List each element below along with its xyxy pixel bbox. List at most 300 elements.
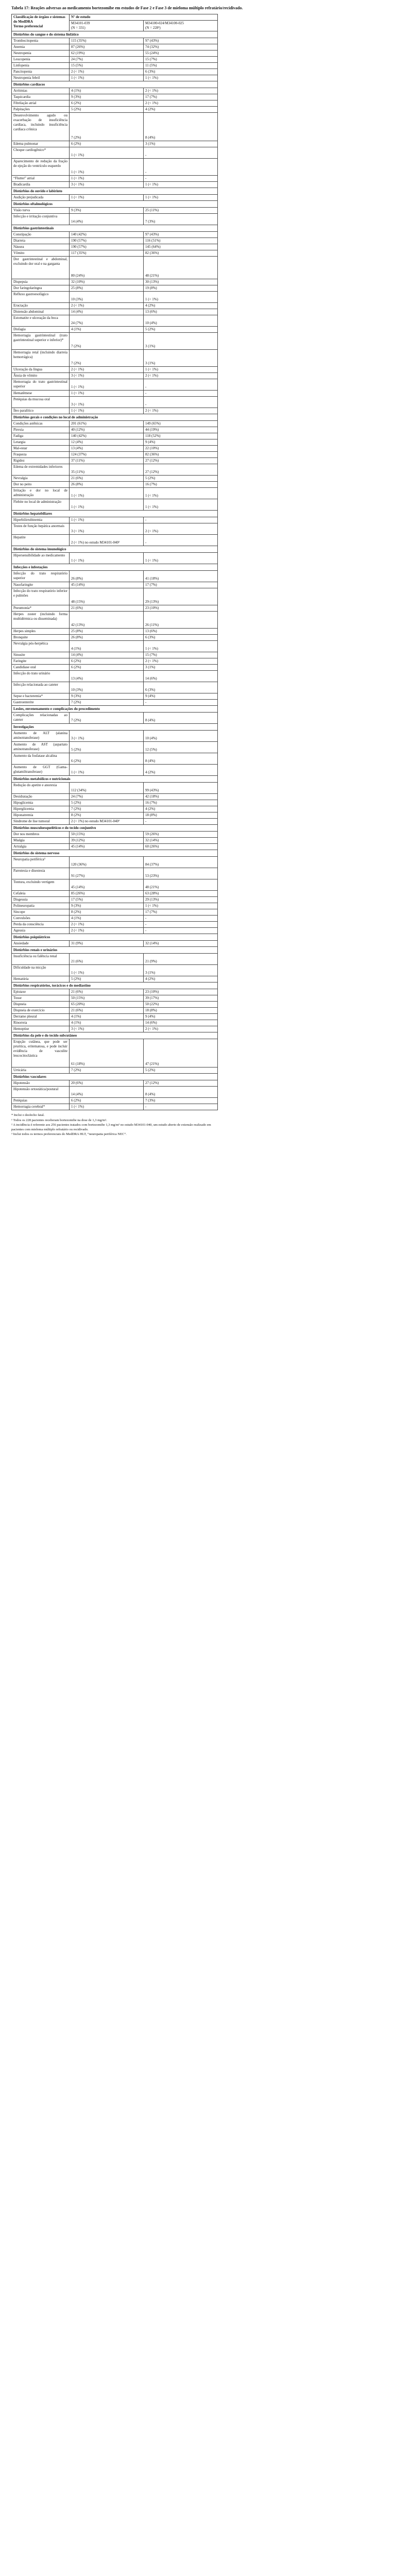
table-row — [12, 113, 218, 141]
table-row — [12, 832, 218, 838]
study-024-025-value: 16 (7%) — [144, 482, 218, 488]
study-039-value: 6 (2%) — [70, 658, 144, 665]
table-row — [12, 100, 218, 107]
table-row — [12, 232, 218, 238]
study-039-value: 7 (2%) — [70, 1067, 144, 1074]
study-024-025-value: 4 (2%) — [144, 765, 218, 776]
table-row — [12, 812, 218, 819]
study-039-value: 1 (< 1%) — [70, 379, 144, 391]
study-039-value: 13 (4%) — [70, 671, 144, 682]
study-039-value: 45 (14%) — [70, 844, 144, 850]
term-cell: Diarreia — [12, 238, 70, 244]
study-039-value: 120 (36%) — [70, 857, 144, 868]
term-cell: Disfagia — [12, 327, 70, 333]
section-heading: Distúrbios do sangue e do sistema linfático — [12, 31, 218, 38]
study-024-025-value: - — [144, 147, 218, 159]
table-row — [12, 482, 218, 488]
term-cell: Hemorragia do trato gastrintestinal superior — [12, 379, 70, 391]
term-cell: Dispneia de exercício — [12, 1008, 70, 1014]
study-024-025-value: 4 (2%) — [144, 107, 218, 113]
term-cell: Vômito — [12, 250, 70, 257]
study-039-value: 42 (13%) — [70, 612, 144, 629]
study-039-value: 3 (< 1%) — [70, 373, 144, 379]
study-039-value: 1 (< 1%) — [70, 159, 144, 176]
study-039-value: 12 (4%) — [70, 439, 144, 446]
study-024-025-value: - — [144, 517, 218, 523]
study-024-025-value: 99 (43%) — [144, 783, 218, 794]
study-024-025-value: 9 (4%) — [144, 439, 218, 446]
table-row — [12, 641, 218, 652]
study-039-value: 1 (< 1%) — [70, 517, 144, 523]
term-cell: Disgeusia — [12, 897, 70, 903]
table-row — [12, 488, 218, 499]
study-039-value: 21 (6%) — [70, 989, 144, 995]
table-row — [12, 765, 218, 776]
table-row — [12, 1080, 218, 1087]
study-039-value: 1 (< 1%) — [70, 147, 144, 159]
table-row — [12, 350, 218, 367]
study-039-value: 7 (2%) — [70, 713, 144, 724]
table-row — [12, 499, 218, 511]
term-cell: Síncope — [12, 909, 70, 916]
study-024-025-value: 15 (7%) — [144, 652, 218, 658]
study-039-value: 1 (< 1%) — [70, 765, 144, 776]
study-039-value: 115 (35%) — [70, 38, 144, 44]
study-039-value: 31 (9%) — [70, 941, 144, 947]
study-024-025-value: 41 (18%) — [144, 571, 218, 582]
term-cell: Pancitopenia — [12, 69, 70, 75]
table-row — [12, 1098, 218, 1104]
study-024-025-value: 1 (< 1%) — [144, 499, 218, 511]
study-024-025-value: 2 (< 1%) — [144, 1026, 218, 1032]
table-row — [12, 635, 218, 641]
table-row — [12, 976, 218, 982]
study-039-value: 24 (7%) — [70, 315, 144, 327]
study-024-025-value: 1 (< 1%) — [144, 195, 218, 201]
study-024-025-value: - — [144, 819, 218, 825]
table-row — [12, 523, 218, 535]
study-024-025-value: 50 (22%) — [144, 1002, 218, 1008]
study-039-value: 48 (15%) — [70, 588, 144, 605]
study-024-025-value: 4 (2%) — [144, 806, 218, 812]
table-row — [12, 433, 218, 439]
term-cell: Dor gastrintestinal e abdominal, excluindo dor oral e na garganta — [12, 257, 70, 279]
study-024-025-value: - — [144, 391, 218, 397]
study-024-025-value: 60 (26%) — [144, 844, 218, 850]
study-024-025-value: 23 (10%) — [144, 989, 218, 995]
term-cell: Leucopenia — [12, 57, 70, 63]
study-039-value: 4 (1%) — [70, 916, 144, 922]
table-row — [12, 427, 218, 433]
study-039-value: 4 (1%) — [70, 88, 144, 94]
table-row — [12, 1039, 218, 1067]
section-heading: Distúrbios hepatobiliares — [12, 511, 218, 517]
study-039-value: 91 (27%) — [70, 868, 144, 879]
study-024-025-value: 29 (13%) — [144, 897, 218, 903]
table-row — [12, 309, 218, 315]
study-024-025-value: 149 (65%) — [144, 421, 218, 427]
study-039-value: 7 (2%) — [70, 333, 144, 350]
term-cell: Choque cardiogênico* — [12, 147, 70, 159]
study-024-025-value: 74 (32%) — [144, 44, 218, 50]
term-cell: Rinorreia — [12, 1020, 70, 1026]
table-row — [12, 94, 218, 100]
study-024-025-value: 14 (6%) — [144, 671, 218, 682]
study-024-025-value: 55 (24%) — [144, 50, 218, 57]
table-row — [12, 909, 218, 916]
table-row — [12, 244, 218, 250]
study-039-value: 21 (6%) — [70, 476, 144, 482]
term-cell: Neutropenia — [12, 50, 70, 57]
table-row — [12, 753, 218, 765]
section-row — [12, 414, 218, 421]
study-039-value: 6 (2%) — [70, 100, 144, 107]
study-024-025-value: 27 (12%) — [144, 1080, 218, 1087]
table-row — [12, 819, 218, 825]
study-039-value: 15 (5%) — [70, 63, 144, 69]
study-024-025-value: 4 (2%) — [144, 976, 218, 982]
term-cell: Ansiedade — [12, 941, 70, 947]
study-039-value: 14 (4%) — [70, 309, 144, 315]
study-039-value: 32 (10%) — [70, 279, 144, 285]
term-cell: Hipotensão — [12, 1080, 70, 1087]
study-039-value: 62 (19%) — [70, 50, 144, 57]
table-row — [12, 995, 218, 1002]
term-cell: Dor faringolaríngea — [12, 285, 70, 292]
term-cell: Aparecimento de redução da fração de ejeção do ventrículo esquerdo — [12, 159, 70, 176]
table-row — [12, 941, 218, 947]
study-039-value: 1 (< 1%) — [70, 553, 144, 564]
table-row — [12, 1002, 218, 1008]
term-cell: Polineuropatia — [12, 903, 70, 909]
section-row — [12, 982, 218, 989]
term-cell: Hemorragia gastrintestinal (trato gastrintestinal superior e inferior)* — [12, 333, 70, 350]
term-cell: Sinusite — [12, 652, 70, 658]
term-cell: Constipação — [12, 232, 70, 238]
term-cell: Ageusia — [12, 928, 70, 934]
term-cell: “Flutter” atrial — [12, 176, 70, 182]
study-024-025-value: 4 (2%) — [144, 303, 218, 309]
term-cell: Neuropatia periférica³ — [12, 857, 70, 868]
study-024-025-value: 12 (5%) — [144, 742, 218, 753]
study-024-025-value: 1 (< 1%) — [144, 367, 218, 373]
study-039-value: 35 (11%) — [70, 464, 144, 476]
study-024-025-value: 8 (4%) — [144, 1087, 218, 1098]
table-row — [12, 88, 218, 94]
term-cell: Petéquias — [12, 1098, 70, 1104]
section-heading: Distúrbios oftalmológicos — [12, 201, 218, 208]
table-row — [12, 1014, 218, 1020]
study-024-025-value: 6 (3%) — [144, 635, 218, 641]
section-row — [12, 81, 218, 88]
study-039-value: 26 (8%) — [70, 635, 144, 641]
study-024-025-value: 97 (43%) — [144, 232, 218, 238]
study-039-value: 6 (2%) — [70, 753, 144, 765]
term-cell: Hipotensão ortostática/postural — [12, 1087, 70, 1098]
table-row — [12, 857, 218, 868]
study-024-025-value: 48 (21%) — [144, 879, 218, 891]
study-024-025-value: 18 (8%) — [144, 812, 218, 819]
term-cell: Herpes zoster (incluindo forma multidérmica ou disseminada) — [12, 612, 70, 629]
study-039-value: 5 (2%) — [70, 742, 144, 753]
table-row — [12, 588, 218, 605]
section-heading: Lesões, envenenamento e complicações do procedimento — [12, 706, 218, 713]
table-row — [12, 1067, 218, 1074]
study-024-025-value: 6 (3%) — [144, 682, 218, 693]
study-039-value: 9 (3%) — [70, 693, 144, 700]
study-024-025-value: 16 (7%) — [144, 800, 218, 806]
table-row — [12, 38, 218, 44]
study-039-value: 26 (8%) — [70, 571, 144, 582]
table-row — [12, 327, 218, 333]
section-row — [12, 934, 218, 941]
term-cell: Nasofaringite — [12, 582, 70, 588]
study-024-025-value: - — [144, 922, 218, 928]
section-heading: Distúrbios vasculares — [12, 1074, 218, 1080]
study-039-value: 40 (12%) — [70, 427, 144, 433]
study-039-value: 3 (< 1%) — [70, 397, 144, 408]
study-039-value: 24 (7%) — [70, 57, 144, 63]
term-cell: Náusea — [12, 244, 70, 250]
term-cell: Estomatite e ulceração da boca — [12, 315, 70, 327]
study-039-value: 21 (6%) — [70, 605, 144, 612]
table-row — [12, 141, 218, 147]
term-cell: Hematêmese — [12, 391, 70, 397]
table-row — [12, 806, 218, 812]
table-row — [12, 693, 218, 700]
term-cell: Tontura, excluindo vertigem — [12, 879, 70, 891]
term-cell: Hemorragia cerebral* — [12, 1104, 70, 1110]
study-024-025-value: - — [144, 700, 218, 706]
study-024-025-value: 97 (43%) — [144, 38, 218, 44]
term-cell: Refluxo gastroesofágico — [12, 292, 70, 303]
study-039-value: 21 (6%) — [70, 954, 144, 965]
section-row — [12, 776, 218, 783]
study-024-025-value: 27 (12%) — [144, 458, 218, 464]
table-row — [12, 458, 218, 464]
term-cell: Hepatite — [12, 535, 70, 546]
table-row — [12, 903, 218, 909]
table-row — [12, 1020, 218, 1026]
table-row — [12, 671, 218, 682]
study-039-value: 50 (15%) — [70, 995, 144, 1002]
section-heading: Distúrbios gastrintestinais — [12, 225, 218, 232]
study-024-025-value: 2 (< 1%) — [144, 408, 218, 414]
section-heading: Distúrbios respiratórios, torácicos e do mediastino — [12, 982, 218, 989]
table-row — [12, 391, 218, 397]
study-024-025-value: 2 (< 1%) — [144, 373, 218, 379]
study-039-value: 112 (34%) — [70, 783, 144, 794]
term-cell: Infecção e irritação conjuntiva — [12, 214, 70, 225]
term-cell: Dor nos membros — [12, 832, 70, 838]
study-024-025-value: 3 (1%) — [144, 350, 218, 367]
term-cell: Parestesia e disestesia — [12, 868, 70, 879]
study-024-025-value: 17 (7%) — [144, 582, 218, 588]
study-024-025-value: 9 (4%) — [144, 693, 218, 700]
study-039-value: 4 (1%) — [70, 1020, 144, 1026]
term-cell: Anemia — [12, 44, 70, 50]
header-study-039: M34101-039 (N = 331) — [70, 21, 144, 31]
section-heading: Distúrbios renais e urinários — [12, 947, 218, 954]
study-024-025-value: - — [144, 397, 218, 408]
study-024-025-value: 29 (13%) — [144, 588, 218, 605]
study-024-025-value: 145 (64%) — [144, 244, 218, 250]
term-cell: Aumento da fosfatase alcalina — [12, 753, 70, 765]
study-039-value: 1 (< 1%) — [70, 1104, 144, 1110]
study-024-025-value: 10 (4%) — [144, 315, 218, 327]
table-row — [12, 303, 218, 309]
term-cell: Perda da consciência — [12, 922, 70, 928]
study-024-025-value: 7 (3%) — [144, 214, 218, 225]
term-cell: Letargia — [12, 439, 70, 446]
study-039-value: 1 (< 1%) — [70, 391, 144, 397]
term-cell: Fraqueza — [12, 452, 70, 458]
table-row — [12, 464, 218, 476]
table-row — [12, 713, 218, 724]
section-row — [12, 201, 218, 208]
study-039-value: 25 (8%) — [70, 629, 144, 635]
study-039-value: 10 (3%) — [70, 682, 144, 693]
study-024-025-value: - — [144, 535, 218, 546]
study-039-value: 14 (4%) — [70, 1087, 144, 1098]
section-heading: Distúrbios da pele e do tecido subcutâneo — [12, 1032, 218, 1039]
study-024-025-value: 7 (3%) — [144, 1098, 218, 1104]
term-cell: Flebite no local de administração — [12, 499, 70, 511]
study-039-value: 4 (1%) — [70, 641, 144, 652]
study-039-value: 2 (< 1%) no estudo M34101-040² — [70, 819, 144, 825]
study-039-value: 26 (8%) — [70, 482, 144, 488]
table-row — [12, 333, 218, 350]
table-row — [12, 1104, 218, 1110]
term-cell: Desenvolvimento agudo ou exacerbação de insuficiência cardíaca, incluindo insuficiência cardíaca crônica — [12, 113, 70, 141]
study-024-025-value: 118 (52%) — [144, 433, 218, 439]
term-cell: Trombocitopenia — [12, 38, 70, 44]
section-heading: Distúrbios metabólicos e nutricionais — [12, 776, 218, 783]
table-row — [12, 421, 218, 427]
study-024-025-value: - — [144, 1104, 218, 1110]
table-row — [12, 1026, 218, 1032]
study-024-025-value: 25 (11%) — [144, 208, 218, 214]
section-row — [12, 1074, 218, 1080]
study-039-value: 4 (1%) — [70, 327, 144, 333]
term-cell: Infecção do trato urinário — [12, 671, 70, 682]
study-024-025-value: 17 (7%) — [144, 94, 218, 100]
study-039-value: 140 (42%) — [70, 433, 144, 439]
section-row — [12, 947, 218, 954]
term-cell: Dificuldade na micção — [12, 965, 70, 976]
study-024-025-value: 14 (6%) — [144, 1020, 218, 1026]
table-row — [12, 285, 218, 292]
table-row — [12, 446, 218, 452]
table-row — [12, 159, 218, 176]
table-row — [12, 257, 218, 279]
table-row — [12, 844, 218, 850]
table-row — [12, 107, 218, 113]
table-row — [12, 605, 218, 612]
term-cell: Aumento de GGT (Gama-glutamiltransferase) — [12, 765, 70, 776]
table-row — [12, 214, 218, 225]
table-row — [12, 238, 218, 244]
section-heading: Distúrbios psiquiátricos — [12, 934, 218, 941]
study-024-025-value: 8 (4%) — [144, 113, 218, 141]
study-039-value: 21 (6%) — [70, 1008, 144, 1014]
study-039-value: 2 (< 1%) — [70, 69, 144, 75]
term-cell: Mal-estar — [12, 446, 70, 452]
term-cell: Insuficiência ou falência renal — [12, 954, 70, 965]
term-cell: Redução do apetite e anorexia — [12, 783, 70, 794]
section-heading: Investigações — [12, 724, 218, 731]
term-cell: Petéquias da mucosa oral — [12, 397, 70, 408]
table-row — [12, 452, 218, 458]
term-cell: Neutropenia febril — [12, 75, 70, 81]
study-039-value: 190 (57%) — [70, 238, 144, 244]
table-row — [12, 195, 218, 201]
term-cell: Candidíase oral — [12, 665, 70, 671]
study-039-value: 1 (< 1%) — [70, 176, 144, 182]
table-row — [12, 292, 218, 303]
term-cell: Mialgia — [12, 838, 70, 844]
study-024-025-value: 27 (12%) — [144, 464, 218, 476]
study-024-025-value: 3 (1%) — [144, 665, 218, 671]
study-039-value: 124 (37%) — [70, 452, 144, 458]
study-039-value: 45 (14%) — [70, 879, 144, 891]
table-row — [12, 57, 218, 63]
study-039-value: 140 (42%) — [70, 232, 144, 238]
section-row — [12, 225, 218, 232]
study-024-025-value: 2 (< 1%) — [144, 658, 218, 665]
table-row — [12, 965, 218, 976]
study-039-value: 7 (2%) — [70, 350, 144, 367]
term-cell: Derrame pleural — [12, 1014, 70, 1020]
study-039-value: 1 (< 1%) — [70, 75, 144, 81]
term-cell: Complicações relacionadas ao cateter — [12, 713, 70, 724]
study-039-value: 2 (< 1%) — [70, 922, 144, 928]
study-024-025-value: 1 (< 1%) — [144, 641, 218, 652]
study-039-value: 65 (20%) — [70, 1002, 144, 1008]
header-row-1 — [12, 14, 218, 21]
term-cell: Edema de extremidades inferiores — [12, 464, 70, 476]
study-039-value: 13 (4%) — [70, 446, 144, 452]
term-cell: Testes de função hepática anormais — [12, 523, 70, 535]
study-024-025-value: 22 (10%) — [144, 446, 218, 452]
study-039-value: 8 (2%) — [70, 812, 144, 819]
term-cell: Hiponatremia — [12, 812, 70, 819]
study-024-025-value: 3 (1%) — [144, 333, 218, 350]
table-row — [12, 868, 218, 879]
table-row — [12, 176, 218, 182]
table-row — [12, 922, 218, 928]
table-row — [12, 1087, 218, 1098]
section-row — [12, 188, 218, 195]
term-cell: Hipersensibilidade ao medicamento — [12, 553, 70, 564]
term-cell: Ulceração da língua — [12, 367, 70, 373]
table-row — [12, 535, 218, 546]
term-cell: Hipoglicemia — [12, 800, 70, 806]
study-024-025-value: - — [144, 916, 218, 922]
table-row — [12, 665, 218, 671]
table-row — [12, 879, 218, 891]
term-cell: Taquicardia — [12, 94, 70, 100]
term-cell: Hemoptise — [12, 1026, 70, 1032]
section-row — [12, 546, 218, 553]
table-row — [12, 700, 218, 706]
study-024-025-value: 18 (8%) — [144, 1008, 218, 1014]
study-024-025-value: 21 (9%) — [144, 954, 218, 965]
table-row — [12, 315, 218, 327]
table-row — [12, 147, 218, 159]
study-039-value: 8 (2%) — [70, 909, 144, 916]
section-row — [12, 511, 218, 517]
